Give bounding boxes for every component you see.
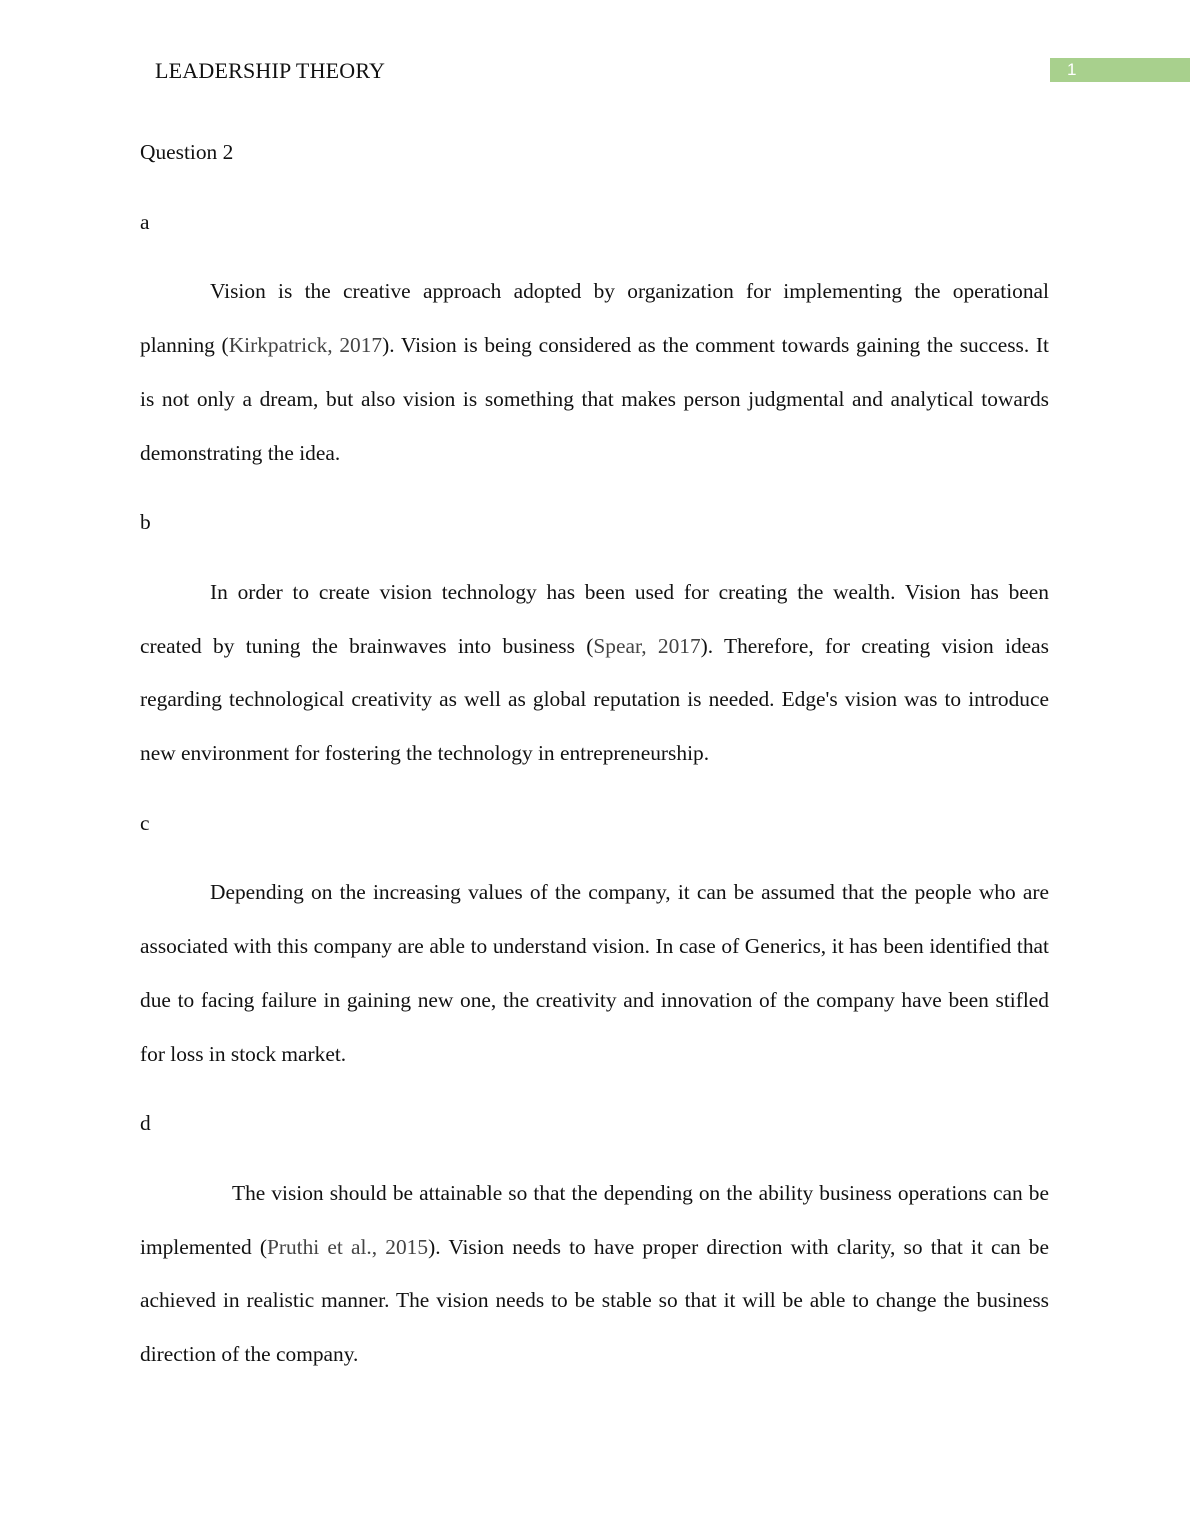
question-heading: Question 2 bbox=[140, 140, 234, 164]
paragraph-a-text-2: ). Vision is being considered as the comment towards gaining the success. It is not only a dream, but also vision is something that makes person judgmental and analytical towards demonstrating the idea. bbox=[140, 333, 1049, 465]
paragraph-b bbox=[140, 566, 1049, 781]
section-label-c: c bbox=[140, 810, 150, 835]
paragraph-d-text-1: The vision should be attainable so that the depending on the ability business operations can be implemented ( bbox=[140, 1180, 1049, 1259]
section-label-d: d bbox=[140, 1111, 151, 1136]
citation-pruthi: Pruthi et al., 2015 bbox=[266, 1234, 429, 1259]
citation-kirkpatrick: Kirkpatrick, 2017 bbox=[228, 333, 383, 358]
paragraph-d bbox=[140, 1167, 1049, 1382]
section-label-a: a bbox=[140, 209, 150, 234]
paragraph-d-text-2: ). Vision needs to have proper direction with clarity, so that it can be achieved in realistic manner. The vision needs to be stable so that it will be able to change the business direction of the company. bbox=[140, 1234, 1049, 1367]
paragraph-b-text-2: ). Therefore, for creating vision ideas regarding technological creativity as well as global reputation is needed. Edge's vision was to introduce new environment for fostering the technology in entrepreneurship. bbox=[140, 633, 1049, 766]
paragraph-a bbox=[140, 265, 1049, 480]
running-head: LEADERSHIP THEORY bbox=[155, 58, 386, 83]
paragraph-b-text-1: In order to create vision technology has been used for creating the wealth. Vision has been created by tuning the brainwaves into business ( bbox=[140, 579, 1049, 658]
citation-spear: Spear, 2017 bbox=[593, 633, 701, 658]
section-label-b: b bbox=[140, 510, 151, 535]
paragraph-a-text-1: Vision is the creative approach adopted by organization for implementing the operational planning ( bbox=[140, 279, 1049, 358]
page-number-bar bbox=[1050, 58, 1190, 82]
paragraph-c: Depending on the increasing values of the company, it can be assumed that the people who are associated with this company are able to understand vision. In case of Generics, it has been identified that due to facing failure in gaining new one, the creativity and innovation of the company have been stifled for loss in stock market. bbox=[140, 880, 1049, 1066]
page-number: 1 bbox=[1067, 60, 1077, 79]
document-body bbox=[140, 126, 1049, 1398]
